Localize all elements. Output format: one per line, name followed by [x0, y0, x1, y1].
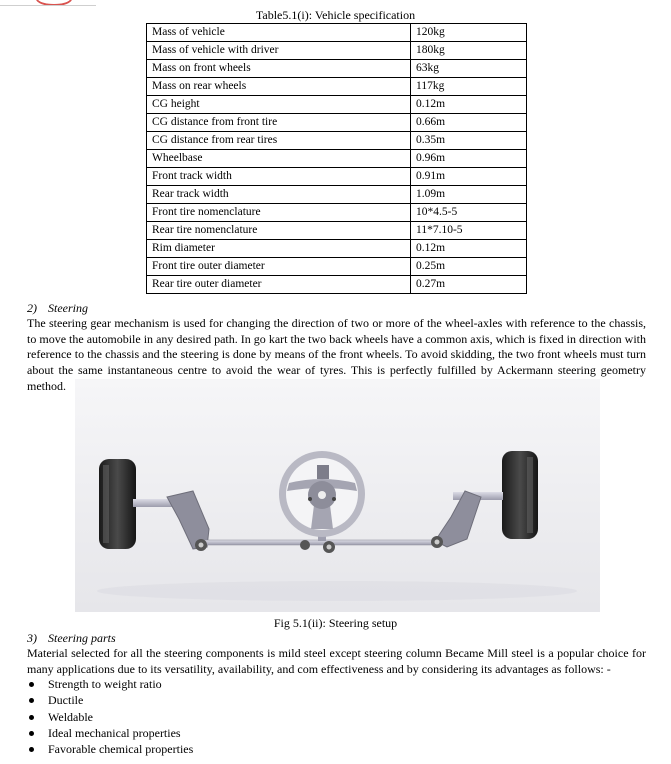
spec-parameter: Mass on front wheels — [147, 60, 411, 78]
table-caption: Table5.1(i): Vehicle specification — [255, 8, 416, 22]
section-title: Steering parts — [48, 631, 116, 645]
spec-value: 0.35m — [411, 132, 527, 150]
steering-setup-figure — [75, 379, 600, 612]
spec-value: 180kg — [411, 42, 527, 60]
steering-paragraph: The steering gear mechanism is used for changing the direction of two or more of the wheel-axles with reference to the chassis, to move the automobile in any desired path. In go kart the two back wheels have a common axis, which is fixed in direction with reference to the chassis and the steering is done by means of the front wheels. To avoid skidding, the two front wheels must turn about the same instantaneous centre to avoid the wear of tyres. This is perfectly fulfilled by Ackermann steering geometry method. — [27, 316, 646, 393]
table-row — [147, 276, 527, 294]
list-item-text: Favorable chemical properties — [48, 742, 194, 757]
steering-parts-heading — [27, 631, 116, 646]
bullet-icon — [29, 698, 34, 703]
spec-value: 0.12m — [411, 96, 527, 114]
list-item — [27, 741, 193, 757]
list-item — [27, 725, 193, 741]
list-item — [27, 676, 193, 692]
spec-parameter: Rear track width — [147, 186, 411, 204]
figure-caption: Fig 5.1(ii): Steering setup — [273, 616, 398, 630]
advantages-list — [27, 676, 193, 757]
list-item — [27, 709, 193, 725]
spec-value: 11*7.10-5 — [411, 222, 527, 240]
bullet-icon — [29, 747, 34, 752]
bullet-icon — [29, 682, 34, 687]
spec-value: 0.91m — [411, 168, 527, 186]
table-row — [147, 258, 527, 276]
table-row — [147, 168, 527, 186]
spec-parameter: Mass of vehicle with driver — [147, 42, 411, 60]
list-item — [27, 692, 193, 708]
spec-value: 120kg — [411, 24, 527, 42]
spec-parameter: Front tire nomenclature — [147, 204, 411, 222]
table-row — [147, 78, 527, 96]
spec-parameter: Front track width — [147, 168, 411, 186]
bullet-icon — [29, 731, 34, 736]
steering-setup-illustration — [75, 379, 600, 612]
table-row — [147, 186, 527, 204]
table-row — [147, 222, 527, 240]
spec-parameter: Front tire outer diameter — [147, 258, 411, 276]
spec-value: 10*4.5-5 — [411, 204, 527, 222]
table-row — [147, 150, 527, 168]
steering-parts-paragraph: Material selected for all the steering components is mild steel except steering column Became Mill steel is a popular choice for many applications due to its versatility, availability, and com effectiveness and by considering its advantages as follows: - — [27, 646, 646, 676]
table-row — [147, 96, 527, 114]
spec-parameter: CG height — [147, 96, 411, 114]
spec-parameter: Mass on rear wheels — [147, 78, 411, 96]
section-number: 2) — [27, 301, 37, 315]
spec-value: 117kg — [411, 78, 527, 96]
logo-fragment — [0, 0, 96, 6]
spec-value: 1.09m — [411, 186, 527, 204]
vehicle-spec-table — [146, 23, 527, 294]
spec-parameter: Rim diameter — [147, 240, 411, 258]
spec-value: 0.12m — [411, 240, 527, 258]
section-number: 3) — [27, 631, 37, 645]
list-item-text: Ideal mechanical properties — [48, 725, 181, 740]
spec-value: 0.25m — [411, 258, 527, 276]
spec-parameter: Rear tire outer diameter — [147, 276, 411, 294]
list-item-text: Strength to weight ratio — [48, 677, 162, 691]
table-row — [147, 24, 527, 42]
table-row — [147, 114, 527, 132]
header-rule — [0, 5, 96, 6]
table-row — [147, 132, 527, 150]
steering-heading — [27, 301, 88, 316]
spec-parameter: Wheelbase — [147, 150, 411, 168]
spec-parameter: Mass of vehicle — [147, 24, 411, 42]
table-row — [147, 240, 527, 258]
bullet-icon — [29, 715, 34, 720]
table-row — [147, 204, 527, 222]
spec-parameter: CG distance from rear tires — [147, 132, 411, 150]
spec-value: 0.96m — [411, 150, 527, 168]
list-item-text: Ductile — [48, 693, 84, 708]
section-title: Steering — [48, 301, 88, 315]
spec-parameter: CG distance from front tire — [147, 114, 411, 132]
spec-value: 0.66m — [411, 114, 527, 132]
table-row — [147, 60, 527, 78]
list-item-text: Weldable — [48, 709, 94, 724]
spec-value: 0.27m — [411, 276, 527, 294]
spec-value: 63kg — [411, 60, 527, 78]
spec-parameter: Rear tire nomenclature — [147, 222, 411, 240]
table-row — [147, 42, 527, 60]
